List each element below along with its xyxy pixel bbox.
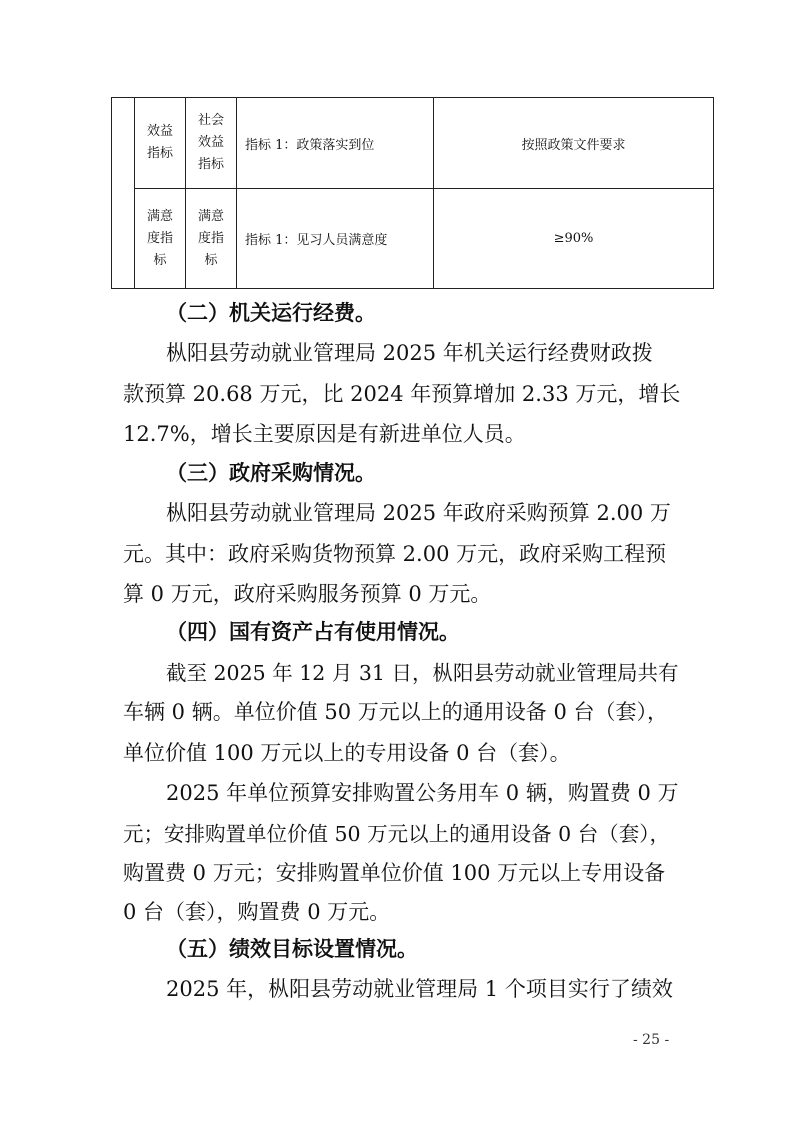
body-line: 购置费 0 万元；安排购置单位价值 100 万元以上专用设备 [123, 861, 666, 885]
cell-text: 满意度指标 [146, 208, 173, 268]
body-line: 算 0 万元，政府采购服务预算 0 万元。 [123, 582, 492, 606]
performance-table [111, 97, 714, 289]
table-cell-subcategory [186, 189, 237, 289]
table-cell-category [135, 189, 186, 289]
table-cell-indicator: 指标 1：见习人员满意度 [237, 189, 434, 289]
section-heading: （二）机关运行经费。 [166, 300, 376, 325]
table-cell-subcategory [186, 98, 237, 189]
body-line: 0 台（套），购置费 0 万元。 [123, 900, 391, 924]
body-line: 截至 2025 年 12 月 31 日，枞阳县劳动就业管理局共有 [166, 661, 679, 685]
cell-text: 效益指标 [146, 124, 173, 161]
table-row [112, 98, 714, 189]
page-number: - 25 - [633, 1032, 670, 1048]
cell-text: 满意度指标 [197, 208, 224, 268]
table-cell-target: ≥90% [434, 189, 714, 289]
body-line: 车辆 0 辆。单位价值 50 万元以上的通用设备 0 台（套）， [123, 700, 668, 724]
body-line: 2025 年，枞阳县劳动就业管理局 1 个项目实行了绩效 [166, 977, 673, 1001]
section-heading: （五）绩效目标设置情况。 [166, 936, 418, 961]
section-heading: （三）政府采购情况。 [166, 460, 376, 485]
body-line: 单位价值 100 万元以上的专用设备 0 台（套）。 [123, 741, 571, 765]
body-line: 元；安排购置单位价值 50 万元以上的通用设备 0 台（套）， [123, 822, 670, 846]
table-cell-blank [112, 98, 135, 289]
table-cell-category [135, 98, 186, 189]
body-line: 款预算 20.68 万元，比 2024 年预算增加 2.33 万元，增长 [123, 382, 681, 406]
cell-text: 社会效益指标 [197, 113, 224, 172]
table-cell-target: 按照政策文件要求 [434, 98, 714, 189]
body-line: 枞阳县劳动就业管理局 2025 年政府采购预算 2.00 万 [166, 501, 671, 525]
table-cell-indicator: 指标 1：政策落实到位 [237, 98, 434, 189]
body-line: 元。其中：政府采购货物预算 2.00 万元，政府采购工程预 [123, 542, 667, 566]
body-line: 12.7%，增长主要原因是有新进单位人员。 [123, 422, 526, 446]
table-row [112, 189, 714, 289]
body-line: 枞阳县劳动就业管理局 2025 年机关运行经费财政拨 [166, 341, 653, 365]
section-heading: （四）国有资产占有使用情况。 [166, 619, 460, 644]
body-line: 2025 年单位预算安排购置公务用车 0 辆，购置费 0 万 [166, 781, 679, 805]
